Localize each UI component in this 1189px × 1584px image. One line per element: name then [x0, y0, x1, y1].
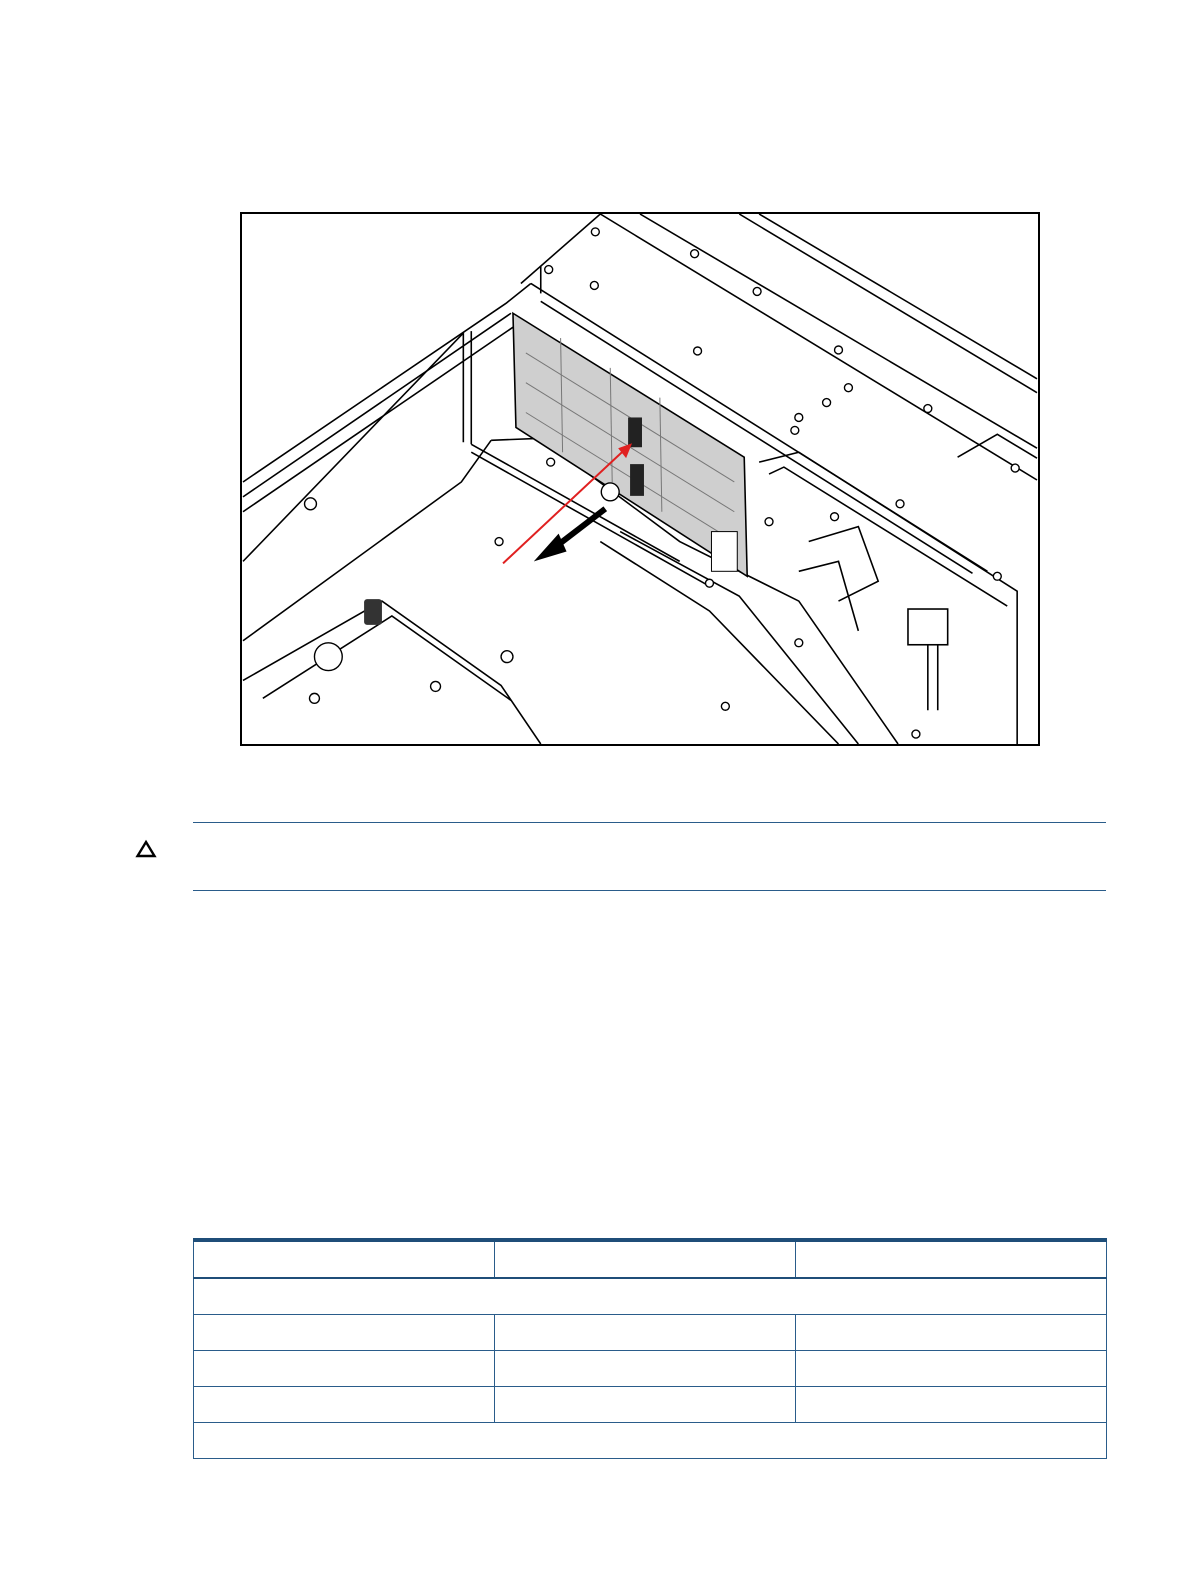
table-section-row — [194, 1423, 1107, 1459]
backplane-removal-figure — [240, 212, 1040, 746]
table-cell — [495, 1315, 796, 1351]
table-section-row — [194, 1278, 1107, 1315]
removal-arrow — [534, 509, 605, 562]
table-cell — [194, 1351, 495, 1387]
thumbscrew-icon — [364, 599, 382, 625]
table-cell — [796, 1387, 1107, 1423]
table-cell — [194, 1387, 495, 1423]
table-cell — [194, 1315, 495, 1351]
table-header-cell — [796, 1240, 1107, 1278]
table-section-cell — [194, 1423, 1107, 1459]
caution-bottom-rule — [193, 890, 1106, 891]
caution-notice — [135, 822, 1106, 891]
table-section-cell — [194, 1278, 1107, 1315]
table-row — [194, 1315, 1107, 1351]
table-cell — [796, 1351, 1107, 1387]
caution-triangle-icon — [135, 839, 157, 859]
table-row — [194, 1387, 1107, 1423]
table-row — [194, 1351, 1107, 1387]
chassis-illustration — [242, 214, 1038, 744]
table-header-row — [194, 1240, 1107, 1278]
table-cell — [796, 1315, 1107, 1351]
table-cell — [495, 1387, 796, 1423]
spec-table — [193, 1238, 1107, 1459]
table-header-cell — [194, 1240, 495, 1278]
table-cell — [495, 1351, 796, 1387]
table-header-cell — [495, 1240, 796, 1278]
caution-top-rule — [193, 822, 1106, 823]
